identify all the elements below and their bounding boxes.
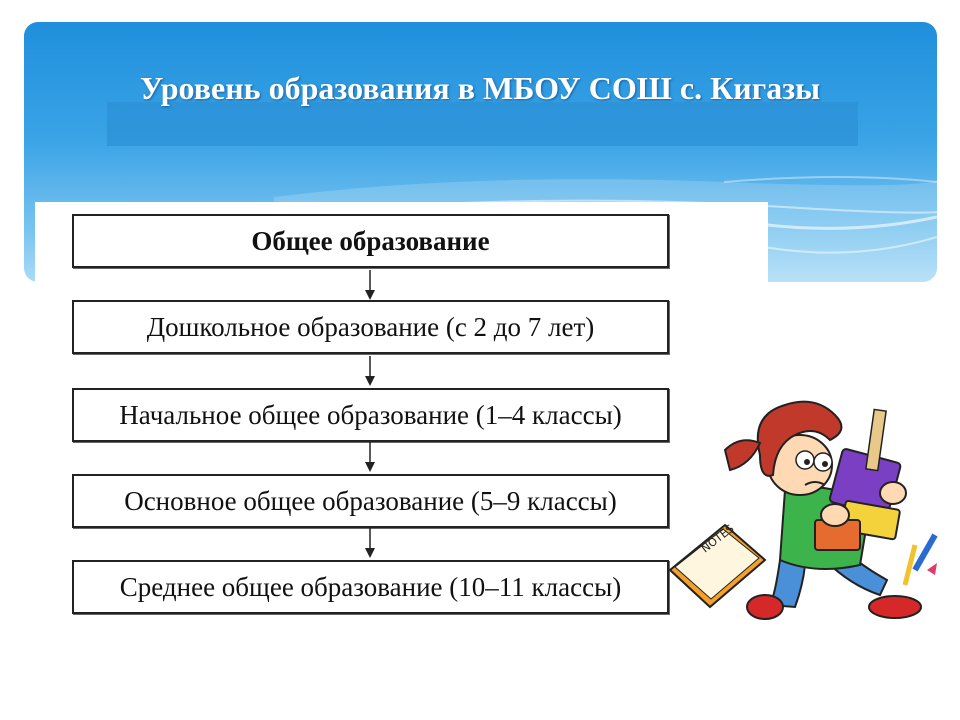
level-basic: Основное общее образование (5–9 классы)	[72, 474, 669, 528]
student-illustration	[665, 395, 955, 635]
title-band	[107, 102, 858, 146]
level-general-education: Общее образование	[72, 214, 669, 268]
down-arrow-icon	[364, 356, 376, 386]
down-arrow-icon	[364, 270, 376, 300]
notes-book-icon	[670, 522, 765, 607]
page-title: Уровень образования в МБОУ СОШ с. Кигазы	[139, 70, 821, 106]
notes-label: NOTES	[698, 522, 737, 556]
level-secondary: Среднее общее образование (10–11 классы)	[72, 560, 669, 614]
down-arrow-icon	[364, 442, 376, 472]
level-primary: Начальное общее образование (1–4 классы)	[72, 388, 669, 442]
level-preschool: Дошкольное образование (с 2 до 7 лет)	[72, 300, 669, 354]
down-arrow-icon	[364, 528, 376, 558]
